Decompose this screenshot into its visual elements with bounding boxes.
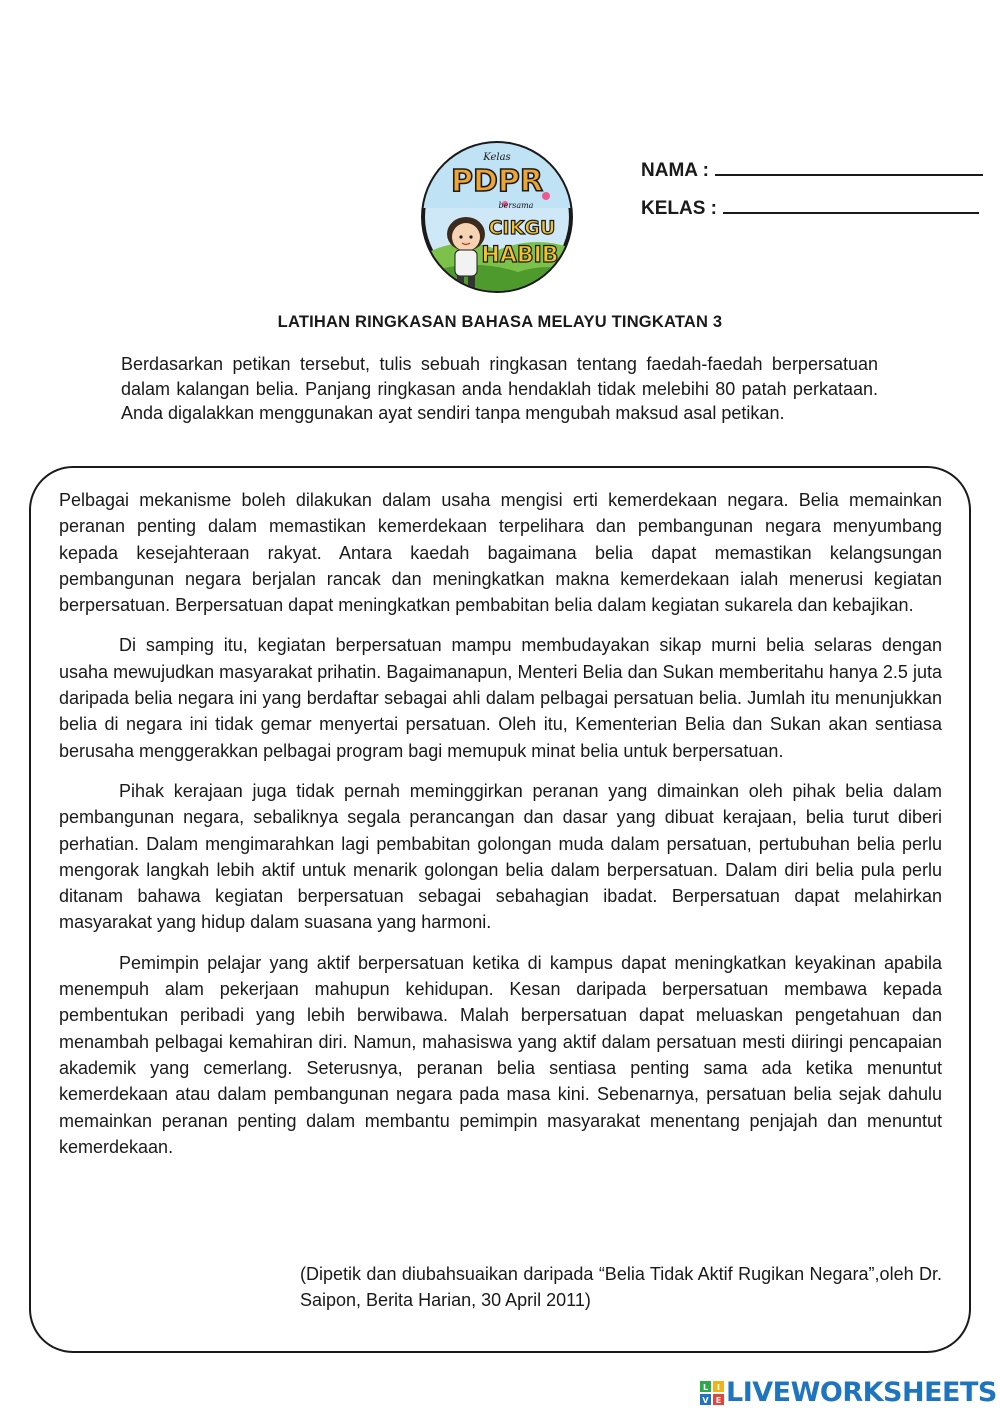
pdpr-logo (418, 138, 576, 296)
instruction-text: Berdasarkan petikan tersebut, tulis sebuah ringkasan tentang faedah-faedah berpersatuan dalam kalangan belia. Panjang ringkasan anda hendaklah tidak melebihi 80 patah perkataan. Anda digalakkan menggunakan ayat sendiri tanpa mengubah maksud asal petikan. (121, 354, 878, 424)
passage-paragraph-1: Pelbagai mekanisme boleh dilakukan dalam usaha mengisi erti kemerdekaan negara. Belia memainkan peranan penting dalam memastikan kemerdekaan terpelihara dan pembangunan negara menyumbang kepada kesejahteraan rakyat. Antara kaedah bagaimana belia dapat memastikan kelangsungan pembangunan negara berjalan rancak dan meningkatkan makna kemerdekaan ialah menerusi kegiatan berpersatuan. Berpersatuan dapat meningkatkan pembabitan belia dalam kegiatan sukarela dan kebajikan. (59, 490, 942, 616)
svg-text:I: I (717, 1383, 720, 1392)
page-title: LATIHAN RINGKASAN BAHASA MELAYU TINGKATAN 3 (277, 313, 723, 331)
kelas-label: KELAS : (641, 198, 717, 219)
passage (59, 487, 942, 1174)
passage-paragraph-3: Pihak kerajaan juga tidak pernah meminggirkan peranan yang dimainkan oleh pihak belia dalam pembangunan negara, sebaliknya segala perancangan dan dasar yang dibuat kerajaan, belia turut diberi perhatian. Dalam mengimarahkan lagi pembabitan golongan muda dalam persatuan, pertubuhan belia perlu mengorak langkah lebih aktif untuk menarik golongan belia dalam berpersatuan. Dalam diri belia pula perlu ditanam bahawa kegiatan berpersatuan sebagai sebahagian ibadat. Berpersatuan dapat melahirkan masyarakat yang hidup dalam suasana yang harmoni. (59, 780, 942, 933)
pdpr-cikgu-habib-logo-icon (418, 138, 576, 296)
svg-text:E: E (715, 1396, 722, 1405)
passage-paragraph-2: Di samping itu, kegiatan berpersatuan mampu membudayakan sikap murni belia selaras dengan usaha mewujudkan masyarakat prihatin. Bagaimanapun, Menteri Belia dan Sukan memberitahu hanya 2.5 juta daripada belia negara ini yang berdaftar sebagai ahli dalam pelbagai persatuan belia. Jumlah itu menunjukkan belia di negara ini tidak gemar menyertai persatuan. Oleh itu, Kementerian Belia dan Sukan akan sentiasa berusaha menggerakkan pelbagai program bagi memupuk minat belia untuk berpersatuan. (59, 635, 942, 761)
svg-text:V: V (702, 1396, 709, 1405)
nama-blank-line[interactable] (715, 172, 983, 176)
logo-text-cikgu: CIKGU (488, 217, 556, 239)
liveworksheets-brand-text: LIVEWORKSHEETS (726, 1377, 997, 1408)
liveworksheets-logo-icon (700, 1381, 724, 1405)
passage-paragraph-4: Pemimpin pelajar yang aktif berpersatuan ketika di kampus dapat meningkatkan keyakinan apabila menempuh alam pekerjaan mahupun kehidupan. Kesan daripada berpersatuan membawa kepada pembentukan peribadi yang lebih berwibawa. Malah berpersatuan dapat meluaskan pengetahuan dan menambah pelbagai kemahiran diri. Namun, mahasiswa yang aktif dalam persatuan mesti diiringi pencapaian akademik yang cemerlang. Seterusnya, peranan belia sentiasa penting sama ada ketika menuntut kemerdekaan atau dalam pembangunan negara pada masa kini. Sebenarnya, persatuan belia sejak dahulu memainkan peranan penting dalam membantu pemimpin masyarakat menentang penjajah dan menuntut kemerdekaan. (59, 952, 942, 1157)
nama-field[interactable] (641, 160, 983, 182)
logo-text-bersama: bersama (498, 201, 534, 210)
nama-label: NAMA : (641, 160, 709, 181)
kelas-blank-line[interactable] (723, 210, 979, 214)
logo-text-habib: HABIB (481, 243, 559, 268)
svg-text:L: L (702, 1383, 709, 1392)
logo-text-pdpr: PDPR (451, 164, 543, 199)
logo-text-kelas: Kelas (483, 152, 511, 163)
passage-source-citation: (Dipetik dan diubahsuaikan daripada “Belia Tidak Aktif Rugikan Negara”,oleh Dr. Saipon, Berita Harian, 30 April 2011) (300, 1264, 942, 1311)
kelas-field[interactable] (641, 198, 979, 220)
liveworksheets-brand[interactable] (700, 1378, 997, 1408)
